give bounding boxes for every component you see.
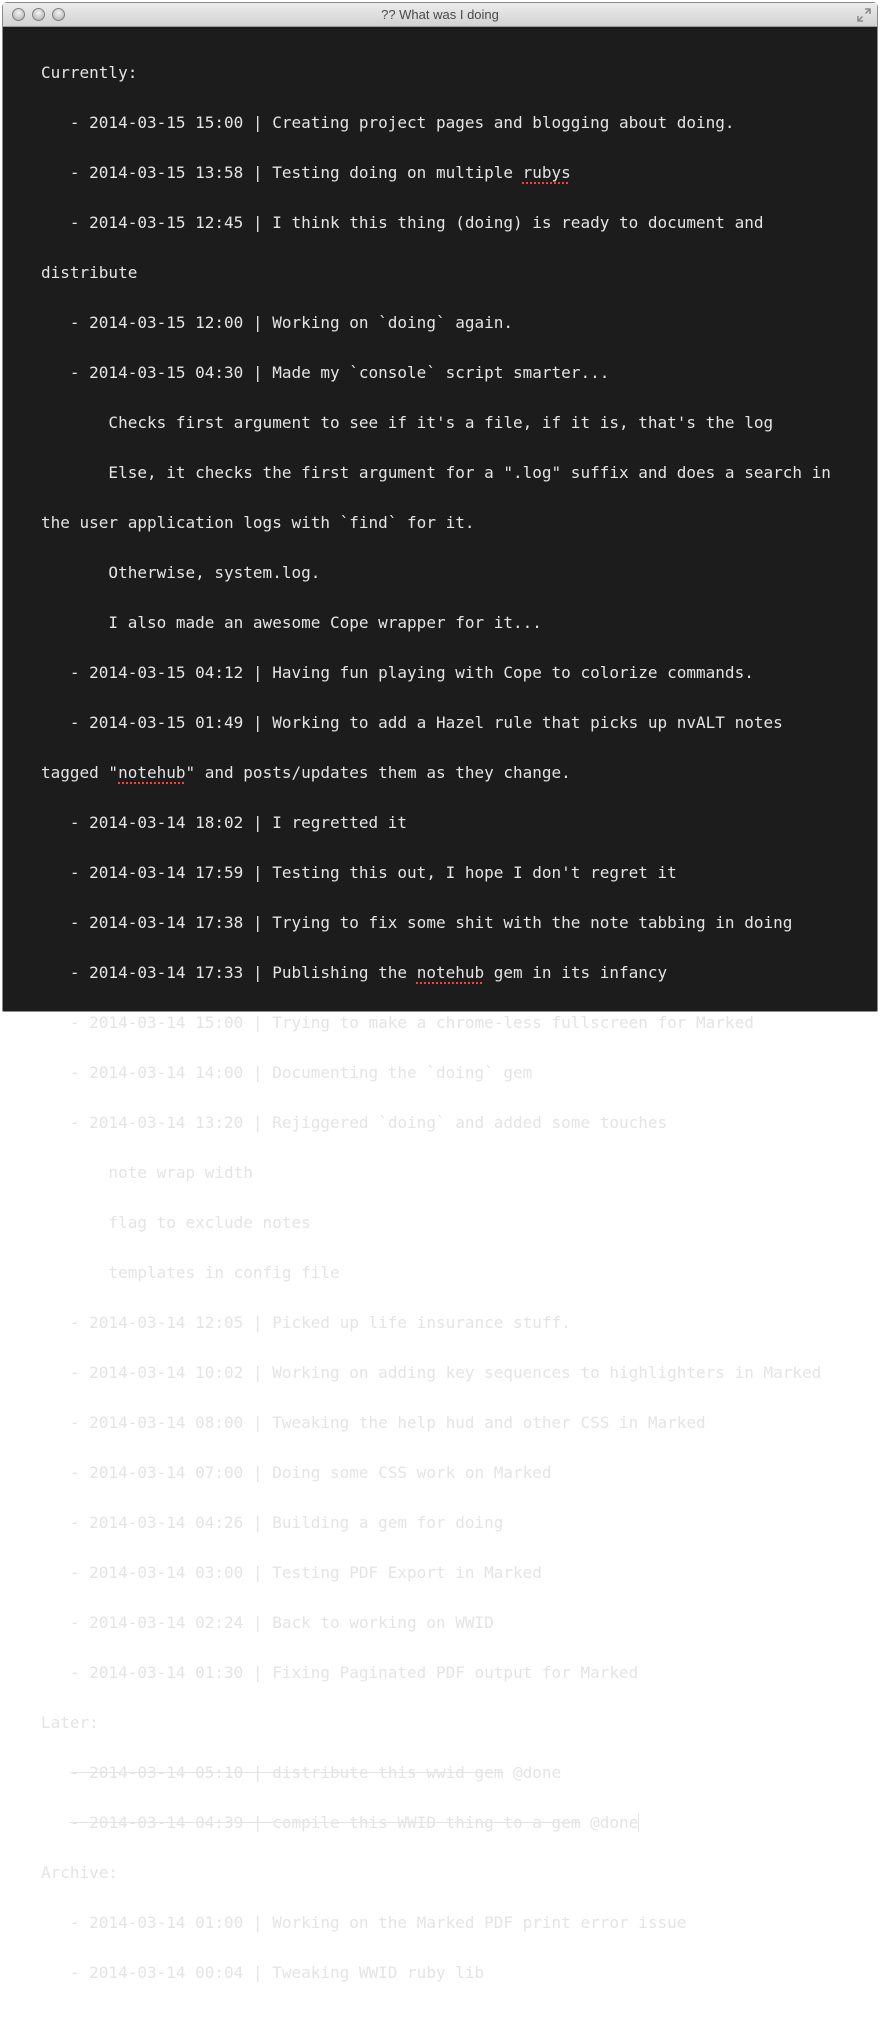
note-line: note wrap width [41,1163,253,1182]
list-item-wrap: tagged "notehub" and posts/updates them as they change. [41,763,571,782]
done-tag: @done [580,1813,639,1832]
list-item: - 2014-03-15 01:49 | Working to add a Hazel rule that picks up nvALT notes [41,713,783,732]
list-item: - 2014-03-14 07:00 | Doing some CSS work on Marked [41,1463,552,1482]
done-item: - 2014-03-14 05:10 | distribute this wwid gem @done [69,1763,562,1782]
note-line: templates in config file [41,1263,340,1282]
misspelled-word: rubys [522,163,571,182]
misspelled-word: wwid [426,1763,465,1782]
list-item: - 2014-03-15 12:45 | I think this thing (doing) is ready to document and [41,213,764,232]
list-item: - 2014-03-14 14:00 | Documenting the `doing` gem [41,1063,533,1082]
section-header-archive: Archive: [41,1863,119,1882]
text-cursor [638,1813,639,1832]
list-item: - 2014-03-14 12:05 | Picked up life insurance stuff. [41,1313,571,1332]
list-item: - 2014-03-14 10:02 | Working on adding key sequences to highlighters in Marked [41,1363,822,1382]
fullscreen-icon[interactable] [857,8,871,22]
note-line: Else, it checks the first argument for a ".log" suffix and does a search in [41,463,831,482]
app-window [2,2,878,1982]
list-item: - 2014-03-14 13:20 | Rejiggered `doing` and added some touches [41,1113,668,1132]
list-item: - 2014-03-14 17:38 | Trying to fix some shit with the note tabbing in doing [41,913,793,932]
list-item: - 2014-03-14 01:30 | Fixing Paginated PDF output for Marked [41,1663,639,1682]
list-item: - 2014-03-14 02:24 | Back to working on WWID [41,1613,494,1632]
window-title: ?? What was I doing [381,7,499,22]
note-line: Checks first argument to see if it's a file, if it is, that's the log [41,413,774,432]
list-item: - 2014-03-14 00:04 | Tweaking WWID ruby lib [41,1963,485,1982]
list-item: - 2014-03-15 04:30 | Made my `console` script smarter... [41,363,610,382]
list-item: - 2014-03-14 17:59 | Testing this out, I hope I don't regret it [41,863,677,882]
text-editor[interactable] [3,27,877,1982]
misspelled-word: notehub [416,963,485,982]
done-item: - 2014-03-14 04:39 | compile this WWID thing to a gem @done [69,1813,639,1832]
section-header-later: Later: [41,1713,99,1732]
list-item: - 2014-03-15 15:00 | Creating project pages and blogging about doing. [41,113,735,132]
list-item: - 2014-03-14 03:00 | Testing PDF Export in Marked [41,1563,542,1582]
list-item-wrap: distribute [41,263,138,282]
note-line-wrap: the user application logs with `find` for it. [41,513,475,532]
list-item: - 2014-03-14 08:00 | Tweaking the help hud and other CSS in Marked [41,1413,706,1432]
section-header-currently: Currently: [41,63,138,82]
list-item: - 2014-03-15 12:00 | Working on `doing` again. [41,313,514,332]
done-tag: @done [503,1763,562,1782]
list-item: - 2014-03-14 01:00 | Working on the Marked PDF print error issue [41,1913,687,1932]
note-line: Otherwise, system.log. [41,563,321,582]
note-line: flag to exclude notes [41,1213,311,1232]
note-line: I also made an awesome Cope wrapper for it... [41,613,542,632]
misspelled-word: notehub [118,763,186,782]
title-bar[interactable] [3,3,877,27]
list-item: - 2014-03-14 04:26 | Building a gem for doing [41,1513,504,1532]
list-item: - 2014-03-14 18:02 | I regretted it [41,813,408,832]
list-item: - 2014-03-15 04:12 | Having fun playing with Cope to colorize commands. [41,663,754,682]
list-item: - 2014-03-14 15:00 | Trying to make a chrome-less fullscreen for Marked [41,1013,754,1032]
list-item: - 2014-03-15 13:58 | Testing doing on multiple rubys [41,163,571,182]
list-item: - 2014-03-14 17:33 | Publishing the notehub gem in its infancy [41,963,668,982]
